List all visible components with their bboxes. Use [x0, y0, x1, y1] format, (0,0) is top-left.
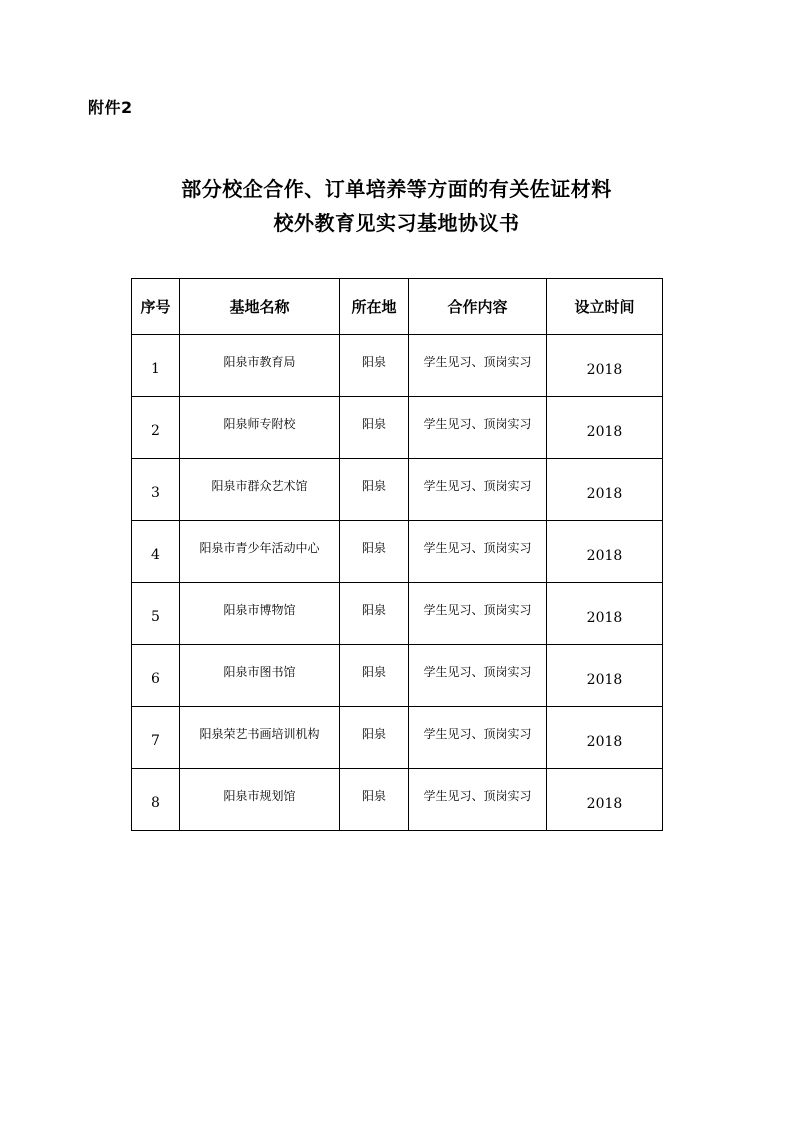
attachment-label: 附件2	[88, 98, 133, 117]
cell-year: 2018	[547, 583, 663, 645]
cell-content: 学生见习、顶岗实习	[409, 645, 547, 707]
cell-year: 2018	[547, 335, 663, 397]
cell-content: 学生见习、顶岗实习	[409, 583, 547, 645]
table-row	[132, 645, 663, 707]
cell-seq: 4	[132, 521, 180, 583]
cell-base-name: 阳泉市群众艺术馆	[180, 459, 340, 521]
cell-seq: 8	[132, 769, 180, 831]
cell-location: 阳泉	[340, 645, 409, 707]
cell-seq: 3	[132, 459, 180, 521]
cell-content: 学生见习、顶岗实习	[409, 335, 547, 397]
cell-year: 2018	[547, 521, 663, 583]
document-title: 部分校企合作、订单培养等方面的有关佐证材料	[181, 177, 612, 201]
cell-content: 学生见习、顶岗实习	[409, 459, 547, 521]
cell-location: 阳泉	[340, 769, 409, 831]
header-location: 所在地	[340, 279, 409, 335]
cell-year: 2018	[547, 645, 663, 707]
cell-content: 学生见习、顶岗实习	[409, 769, 547, 831]
table-row	[132, 397, 663, 459]
table-row	[132, 769, 663, 831]
cell-location: 阳泉	[340, 521, 409, 583]
cell-seq: 6	[132, 645, 180, 707]
header-base-name: 基地名称	[180, 279, 340, 335]
table-header-row	[132, 279, 663, 335]
table-row	[132, 583, 663, 645]
header-content: 合作内容	[409, 279, 547, 335]
cell-location: 阳泉	[340, 397, 409, 459]
cell-seq: 5	[132, 583, 180, 645]
cell-base-name: 阳泉师专附校	[180, 397, 340, 459]
cell-base-name: 阳泉荣艺书画培训机构	[180, 707, 340, 769]
table-row	[132, 521, 663, 583]
cell-base-name: 阳泉市规划馆	[180, 769, 340, 831]
cell-base-name: 阳泉市博物馆	[180, 583, 340, 645]
cell-seq: 1	[132, 335, 180, 397]
cell-base-name: 阳泉市教育局	[180, 335, 340, 397]
cell-content: 学生见习、顶岗实习	[409, 521, 547, 583]
header-year: 设立时间	[547, 279, 663, 335]
cell-seq: 7	[132, 707, 180, 769]
cell-year: 2018	[547, 459, 663, 521]
document-subtitle: 校外教育见实习基地协议书	[273, 211, 520, 235]
cell-content: 学生见习、顶岗实习	[409, 707, 547, 769]
cell-location: 阳泉	[340, 335, 409, 397]
cell-location: 阳泉	[340, 583, 409, 645]
table-row	[132, 459, 663, 521]
cell-content: 学生见习、顶岗实习	[409, 397, 547, 459]
cell-year: 2018	[547, 769, 663, 831]
header-seq: 序号	[132, 279, 180, 335]
cell-base-name: 阳泉市青少年活动中心	[180, 521, 340, 583]
cell-location: 阳泉	[340, 459, 409, 521]
base-table	[131, 278, 663, 831]
cell-seq: 2	[132, 397, 180, 459]
table-row	[132, 335, 663, 397]
cell-base-name: 阳泉市图书馆	[180, 645, 340, 707]
table-row	[132, 707, 663, 769]
cell-location: 阳泉	[340, 707, 409, 769]
cell-year: 2018	[547, 707, 663, 769]
cell-year: 2018	[547, 397, 663, 459]
